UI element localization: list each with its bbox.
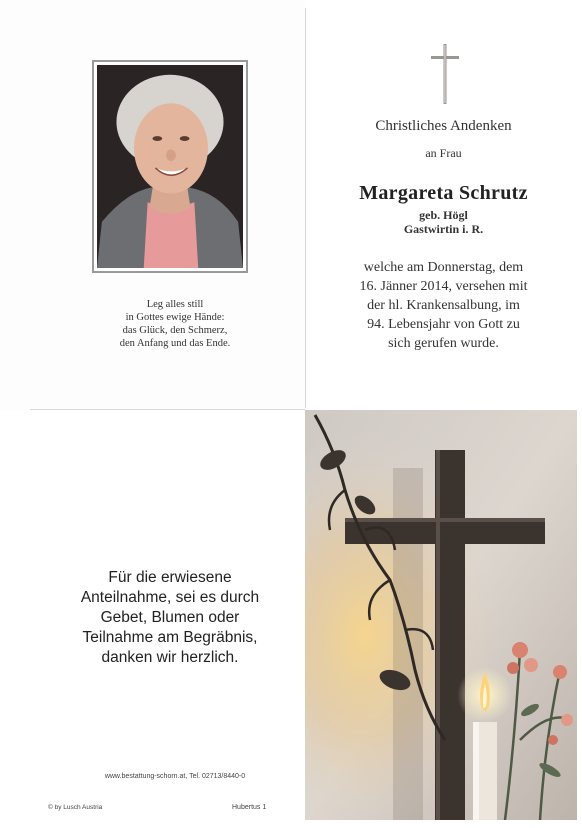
maiden-name: geb. Högl bbox=[419, 208, 468, 222]
thanks-line: Teilnahme am Begräbnis, bbox=[82, 629, 258, 646]
thanks-line: danken wir herzlich. bbox=[101, 649, 239, 666]
card-model-code: Hubertus 1 bbox=[232, 804, 267, 811]
funeral-home-contact: www.bestattung-schorn.at, Tel. 02713/8440-0 bbox=[104, 773, 246, 780]
death-notice-line: 94. Lebensjahr von Gott zu bbox=[367, 317, 520, 332]
salutation: an Frau bbox=[425, 146, 462, 160]
cross-candle-illustration bbox=[305, 410, 577, 820]
cross-candle-image bbox=[305, 410, 577, 820]
portrait-photo bbox=[92, 60, 248, 273]
thanks-line: Für die erwiesene bbox=[108, 569, 232, 586]
verse-line: den Anfang und das Ende. bbox=[119, 338, 231, 349]
verse-line: in Gottes ewige Hände: bbox=[125, 312, 225, 323]
occupation: Gastwirtin i. R. bbox=[403, 222, 484, 236]
verse-line: Leg alles still bbox=[146, 299, 204, 310]
deceased-name: Margareta Schrutz bbox=[359, 182, 528, 204]
thanks-line: Anteilnahme, sei es durch bbox=[80, 589, 260, 606]
thanks-message bbox=[50, 568, 290, 668]
death-notice-line: der hl. Krankensalbung, im bbox=[367, 298, 520, 313]
death-notice bbox=[305, 258, 582, 353]
copyright-notice: © by Lusch Austria bbox=[48, 804, 103, 811]
death-notice-line: 16. Jänner 2014, versehen mit bbox=[359, 279, 528, 294]
card-heading: Christliches Andenken bbox=[375, 118, 512, 134]
cross-icon bbox=[430, 42, 460, 106]
thanks-line: Gebet, Blumen oder bbox=[100, 609, 240, 626]
portrait-image bbox=[97, 65, 243, 268]
fold-line bbox=[30, 409, 305, 410]
memorial-verse bbox=[80, 298, 270, 350]
verse-line: das Glück, den Schmerz, bbox=[122, 325, 228, 336]
death-notice-line: sich gerufen wurde. bbox=[388, 336, 499, 351]
death-notice-line: welche am Donnerstag, dem bbox=[363, 260, 524, 275]
fold-line bbox=[305, 8, 306, 408]
